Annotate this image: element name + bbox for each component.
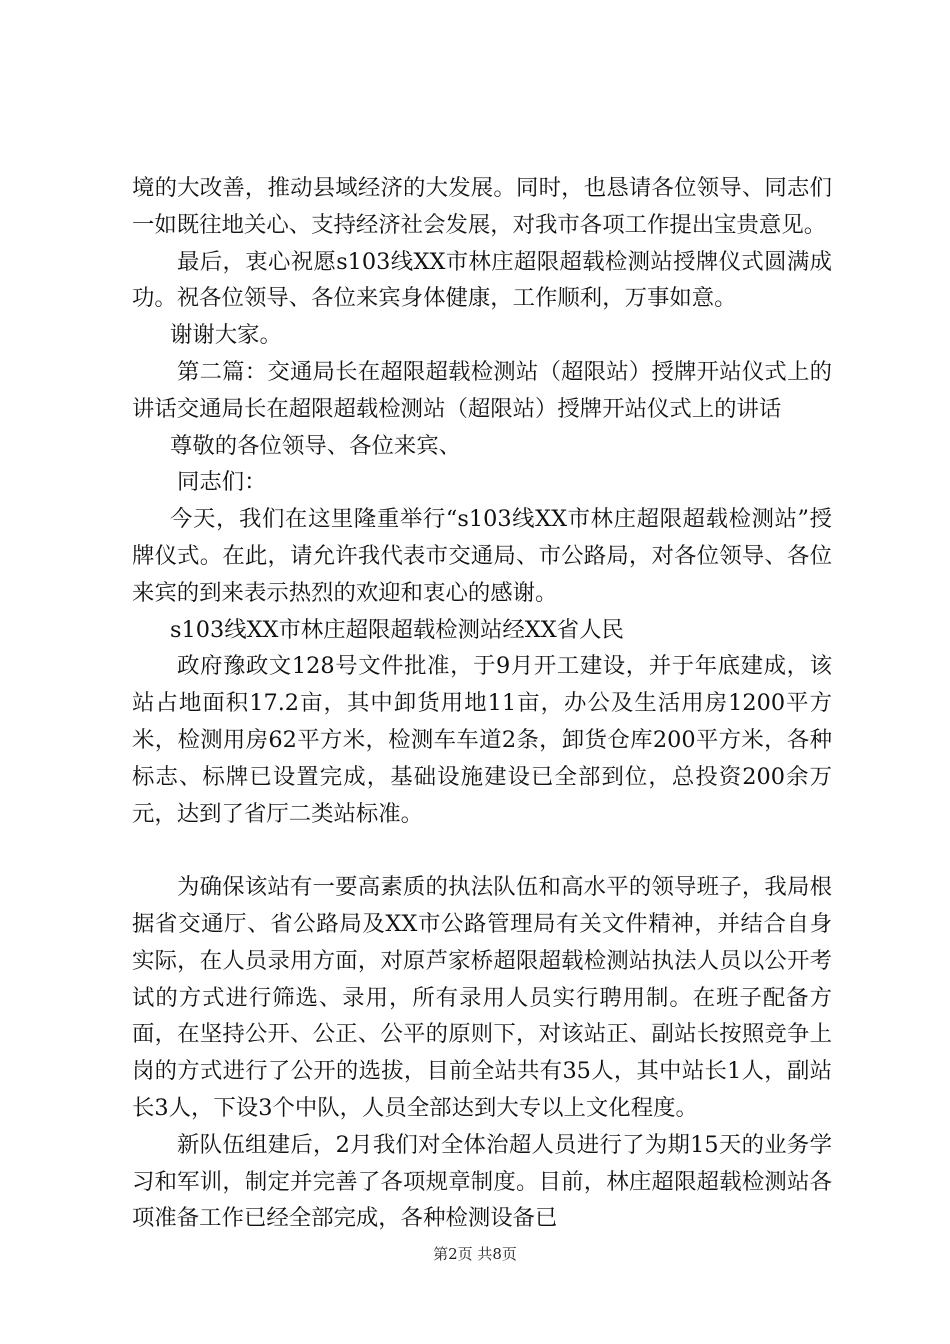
- salutation-line-1: 尊敬的各位领导、各位来宾、: [170, 432, 462, 459]
- section-heading-part-two: 第二篇：交通局长在超限超载检测站（超限站）授牌开站仪式上的讲话交通局长在超限超载检测站（超限站）授牌开站仪式上的讲话: [132, 358, 832, 422]
- paragraph-continuation: 境的大改善，推动县域经济的大发展。同时，也恳请各位领导、同志们一如既往地关心、支持经济社会发展，对我市各项工作提出宝贵意见。: [132, 175, 832, 238]
- document-body: [132, 170, 832, 1237]
- paragraph-training: 新队伍组建后，2月我们对全体治超人员进行了为期15天的业务学习和军训，制定并完善了各项规章制度。目前，林庄超限超载检测站各项准备工作已经全部完成，各种检测设备已: [132, 1131, 832, 1232]
- paragraph-staffing: 为确保该站有一要高素质的执法队伍和高水平的领导班子，我局根据省交通厅、省公路局及XX市公路管理局有关文件精神，并结合自身实际，在人员录用方面，对原芦家桥超限超载检测站执法人员以公开考试的方式进行筛选、录用，所有录用人员实行聘用制。在班子配备方面，在坚持公开、公正、公平的原则下，对该站正、副站长按照竞争上岗的方式进行了公开的选拔，目前全站共有35人，其中站长1人，副站长3人，下设3个中队，人员全部达到大专以上文化程度。: [132, 874, 832, 1121]
- paragraph-station-construction: 政府豫政文128号文件批准，于9月开工建设，并于年底建成，该站占地面积17.2亩，其中卸货用地11亩，办公及生活用房1200平方米，检测用房62平方米，检测车车道2条，卸货仓库200平方米，各种标志、标牌已设置完成，基础设施建设已全部到位，总投资200余万元，达到了省厅二类站标准。: [132, 653, 832, 827]
- page-number-footer: 第2页 共8页: [433, 1245, 517, 1263]
- paragraph-opening: 今天，我们在这里隆重举行“s103线XX市林庄超限超载检测站”授牌仪式。在此，请允许我代表市交通局、市公路局，对各位领导、各位来宾的到来表示热烈的欢迎和衷心的感谢。: [132, 506, 832, 606]
- paragraph-station-approval: s103线XX市林庄超限超载检测站经XX省人民: [170, 616, 624, 643]
- salutation-line-2: 同志们：: [177, 469, 267, 496]
- paragraph-closing-wishes: 最后，衷心祝愿s103线XX市林庄超限超载检测站授牌仪式圆满成功。祝各位领导、各位来宾身体健康，工作顺利，万事如意。: [132, 248, 832, 312]
- paragraph-thanks: 谢谢大家。: [170, 322, 282, 349]
